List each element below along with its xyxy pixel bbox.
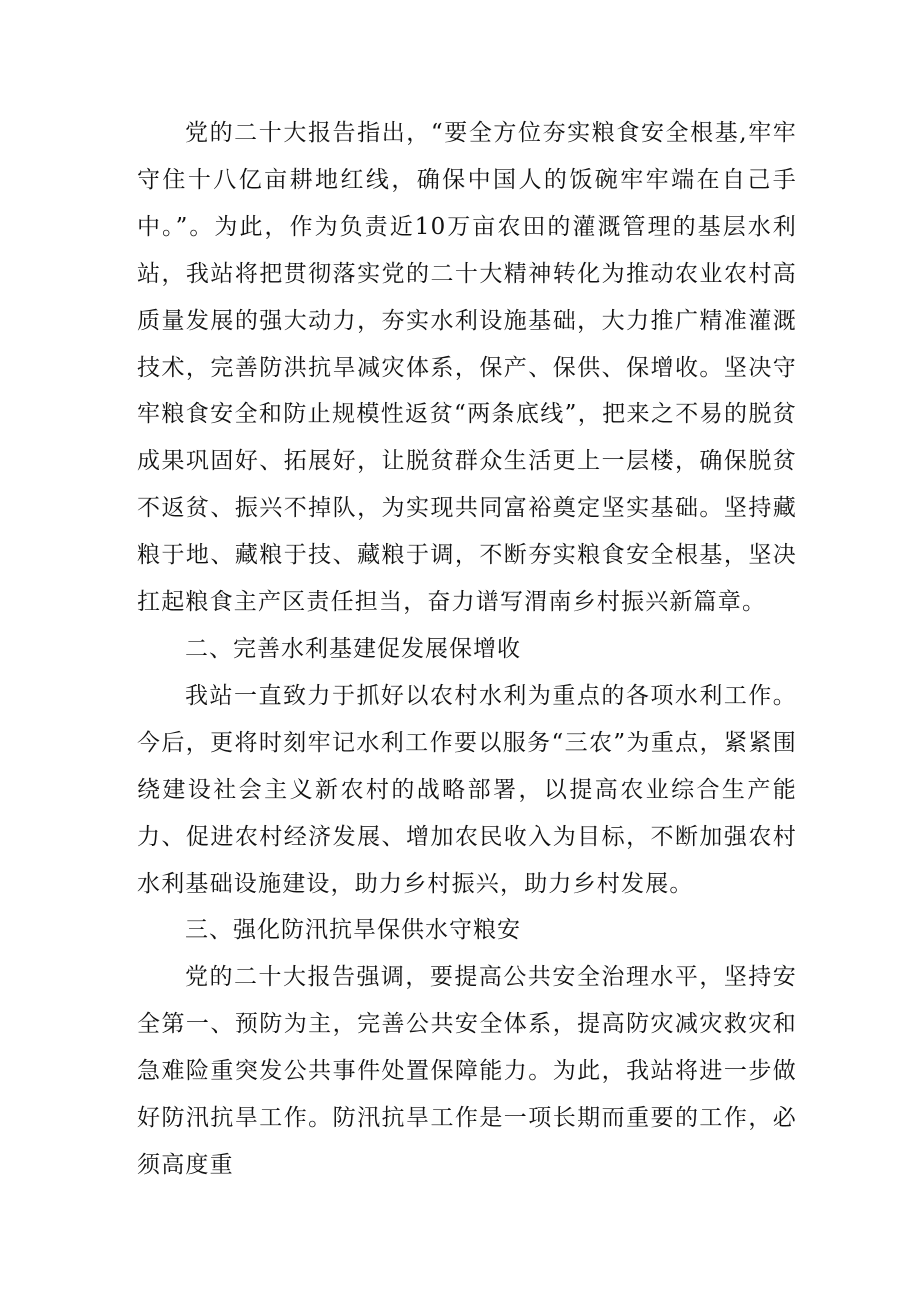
- paragraph-water-infrastructure: 我站一直致力于抓好以农村水利为重点的各项水利工作。今后，更将时刻牢记水利工作要以服务“三农”为重点，紧紧围绕建设社会主义新农村的战略部署，以提高农业综合生产能力、促进农村经济发展、增加农民收入为目标，不断加强农村水利基础设施建设，助力乡村振兴，助力乡村发展。: [137, 682, 797, 897]
- paragraph-flood-drought: 党的二十大报告强调，要提高公共安全治理水平，坚持安全第一、预防为主，完善公共安全体系，提高防灾减灾救灾和急难险重突发公共事件处置保障能力。为此，我站将进一步做好防汛抗旱工作。防汛抗旱工作是一项长期而重要的工作，必须高度重: [137, 964, 797, 1178]
- document-body: [137, 110, 797, 1189]
- paragraph-food-security: 党的二十大报告指出，“要全方位夯实粮食安全根基,牢牢守住十八亿亩耕地红线，确保中国人的饭碗牢牢端在自己手中。”。为此，作为负责近10万亩农田的灌溉管理的基层水利站，我站将把贯彻落实党的二十大精神转化为推动农业农村高质量发展的强大动力，夯实水利设施基础，大力推广精准灌溉技术，完善防洪抗旱减灾体系，保产、保供、保增收。坚决守牢粮食安全和防止规模性返贫“两条底线”，把来之不易的脱贫成果巩固好、拓展好，让脱贫群众生活更上一层楼，确保脱贫不返贫、振兴不掉队，为实现共同富裕奠定坚实基础。坚持藏粮于地、藏粮于技、藏粮于调，不断夯实粮食安全根基，坚决扛起粮食主产区责任担当，奋力谱写渭南乡村振兴新篇章。: [137, 120, 797, 616]
- section-heading-water-infrastructure: 二、完善水利基建促发展保增收: [185, 635, 521, 662]
- section-heading-flood-drought: 三、强化防汛抗旱保供水守粮安: [185, 917, 521, 944]
